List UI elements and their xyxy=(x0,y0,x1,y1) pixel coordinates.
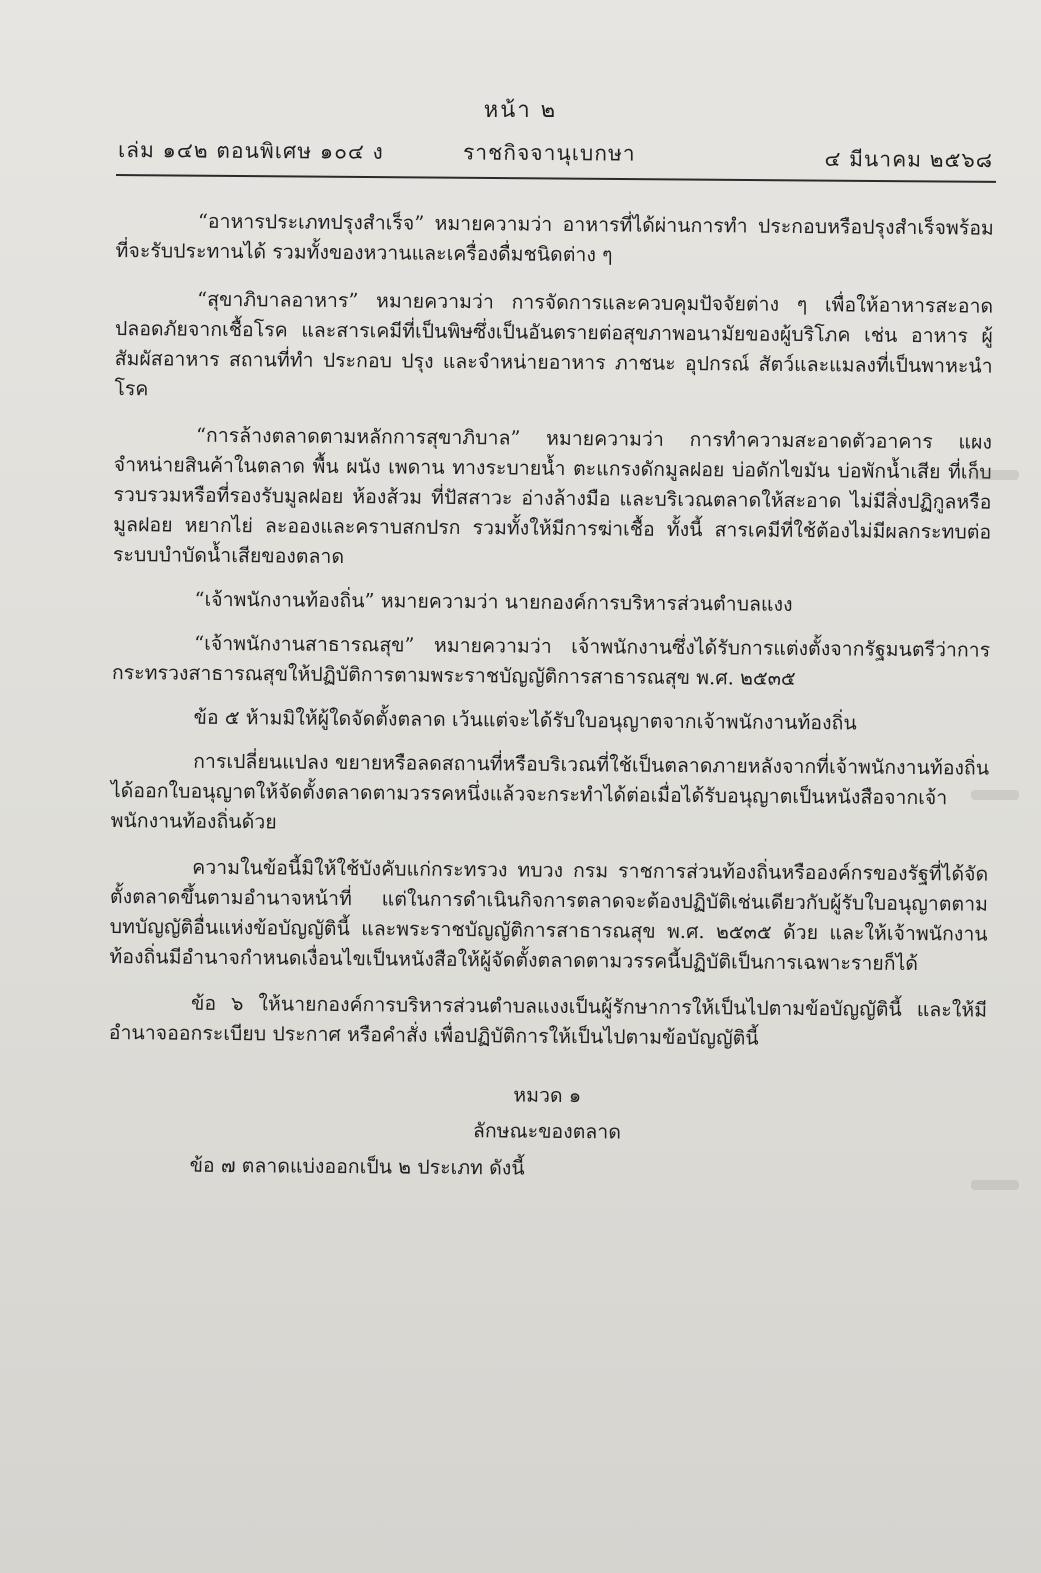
definition-public-health-official: “เจ้าพนักงานสาธารณสุข” หมายความว่า เจ้าพนักงานซึ่งได้รับการแต่งตั้งจากรัฐมนตรีว่าการกระทรวงสาธารณสุขให้ปฏิบัติการตามพระราชบัญญัติการสาธารณสุข พ.ศ. ๒๕๓๕ xyxy=(111,631,991,690)
publication-date: ๔ มีนาคม ๒๕๖๘ xyxy=(824,146,994,173)
document-body xyxy=(107,206,993,1190)
running-header xyxy=(118,134,993,174)
page-number: หน้า ๒ xyxy=(483,98,558,123)
definition-local-official: “เจ้าพนักงานท้องถิ่น” หมายความว่า นายกองค์การบริหารส่วนตำบลแงง xyxy=(194,587,793,616)
clause-5-paragraph-3: ความในข้อนี้มิให้ใช้บังคับแก่กระทรวง ทบวง กรม ราชการส่วนท้องถิ่นหรือองค์กรของรัฐที่ได้จัดตั้งตลาดขึ้นตามอำนาจหน้าที่ แต่ในการดำเนินกิจการตลาดจะต้องปฏิบัติเช่นเดียวกับผู้รับใบอนุญาตตามบทบัญญัติอื่นแห่งข้อบัญญัตินี้ และพระราชบัญญัติการสาธารณสุข พ.ศ. ๒๕๓๕ ด้วย และให้เจ้าพนักงานท้องถิ่นมีอำนาจกำหนดเงื่อนไขเป็นหนังสือให้ผู้จัดตั้งตลาดตามวรรคนี้ปฏิบัติเป็นการเฉพาะรายก็ได้ xyxy=(109,855,989,976)
clause-5-paragraph-2: การเปลี่ยนแปลง ขยายหรือลดสถานที่หรือบริเวณที่ใช้เป็นตลาดภายหลังจากที่เจ้าพนักงานท้องถิ่นได้ออกใบอนุญาตให้จัดตั้งตลาดตามวรรคหนึ่งแล้วจะกระทำได้ต่อเมื่อได้รับอนุญาตเป็นหนังสือจากเจ้าพนักงานท้องถิ่นด้วย xyxy=(110,749,990,834)
chapter-title: หมวด ๑ xyxy=(513,1083,582,1108)
clause-5: ข้อ ๕ ห้ามมิให้ผู้ใดจัดตั้งตลาด เว้นแต่จะได้รับใบอนุญาตจากเจ้าพนักงานท้องถิ่น xyxy=(193,705,857,735)
show-through-mark xyxy=(971,470,1019,480)
definition-ready-food: “อาหารประเภทปรุงสำเร็จ” หมายความว่า อาหารที่ได้ผ่านการทำ ประกอบหรือปรุงสำเร็จพร้อมที่จะรับประทานได้ รวมทั้งของหวานและเครื่องดื่มชนิดต่าง ๆ xyxy=(115,209,994,267)
volume-issue: เล่ม ๑๔๒ ตอนพิเศษ ๑๐๔ ง xyxy=(117,138,384,164)
clause-7: ข้อ ๗ ตลาดแบ่งออกเป็น ๒ ประเภท ดังนี้ xyxy=(189,1153,525,1180)
definition-market-cleaning: “การล้างตลาดตามหลักการสุขาภิบาล” หมายความว่า การทำความสะอาดตัวอาคาร แผงจำหน่ายสินค้าในตลาด พื้น ผนัง เพดาน ทางระบายน้ำ ตะแกรงดักมูลฝอย บ่อดักไขมัน บ่อพักน้ำเสีย ที่เก็บรวบรวมหรือที่รองรับมูลฝอย ห้องส้วม ที่ปัสสาวะ อ่างล้างมือ และบริเวณตลาดให้สะอาด ไม่มีสิ่งปฏิกูลหรือมูลฝอย หยากไย่ ละอองและคราบสกปรก รวมทั้งให้มีการฆ่าเชื้อ ทั้งนี้ สารเคมีที่ใช้ต้องไม่มีผลกระทบต่อระบบบำบัดน้ำเสียของตลาด xyxy=(112,423,993,569)
chapter-subtitle: ลักษณะของตลาด xyxy=(472,1119,622,1144)
clause-6: ข้อ ๖ ให้นายกองค์การบริหารส่วนตำบลแงงเป็นผู้รักษาการให้เป็นไปตามข้อบัญญัตินี้ และให้มีอำนาจออกระเบียบ ประกาศ หรือคำสั่ง เพื่อปฏิบัติการให้เป็นไปตามข้อบัญญัตินี้ xyxy=(108,991,988,1050)
show-through-mark xyxy=(971,790,1019,800)
show-through-mark xyxy=(971,1180,1019,1190)
definition-food-sanitation: “สุขาภิบาลอาหาร” หมายความว่า การจัดการและควบคุมปัจจัยต่าง ๆ เพื่อให้อาหารสะอาดปลอดภัยจากเชื้อโรค และสารเคมีที่เป็นพิษซึ่งเป็นอันตรายต่อสุขภาพอนามัยของผู้บริโภค เช่น อาหาร ผู้สัมผัสอาหาร สถานที่ทำ ประกอบ ปรุง และจำหน่ายอาหาร ภาชนะ อุปกรณ์ สัตว์และแมลงที่เป็นพาหะนำโรค xyxy=(114,287,994,401)
publication-title: ราชกิจจานุเบกษา xyxy=(462,140,636,166)
